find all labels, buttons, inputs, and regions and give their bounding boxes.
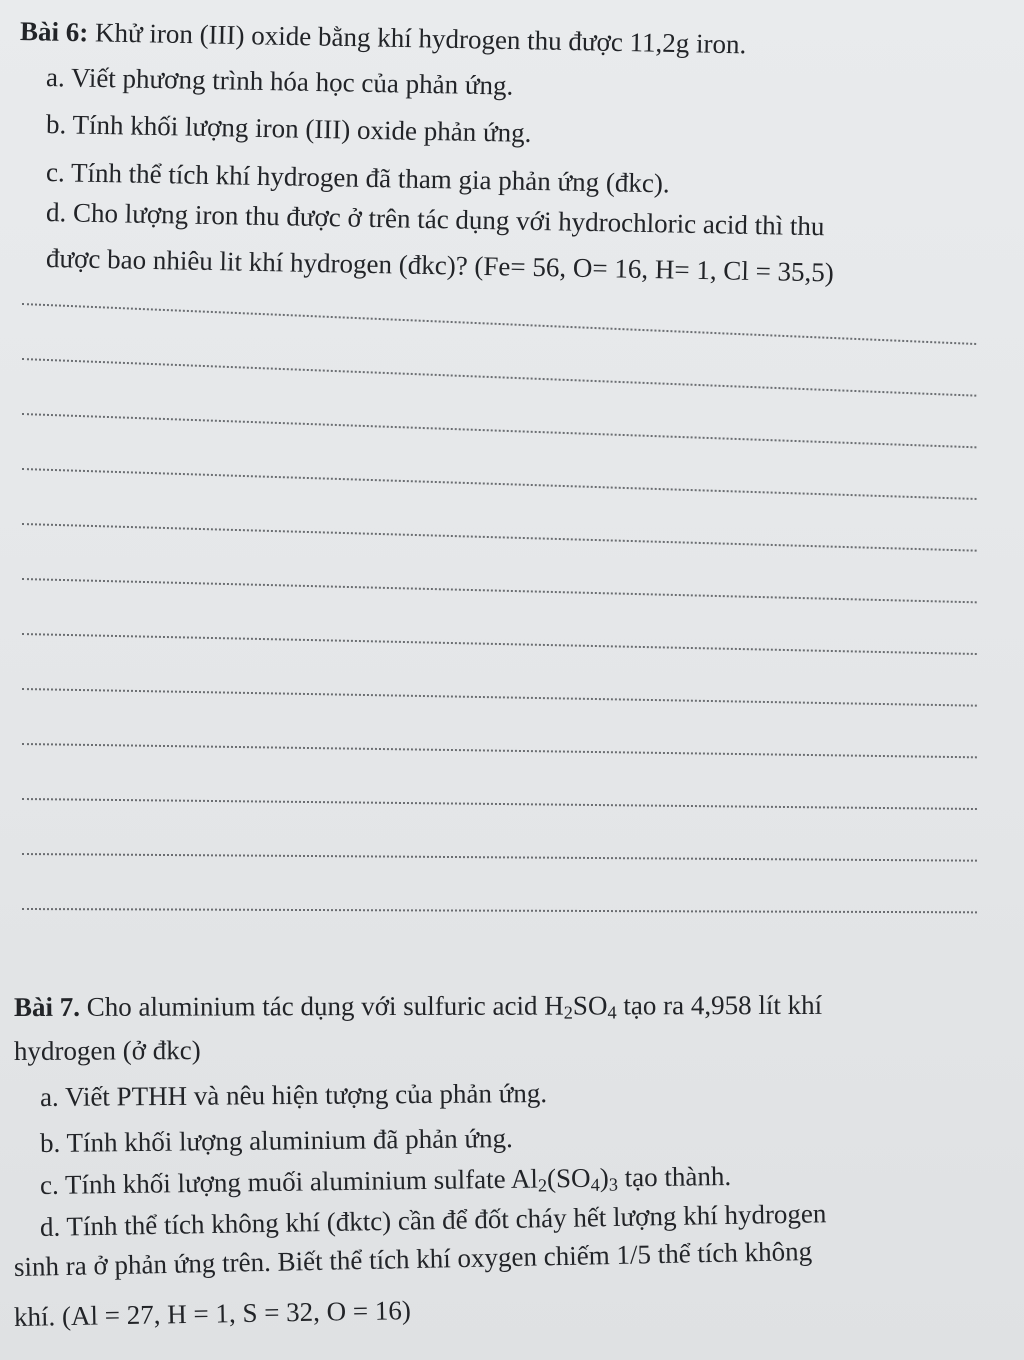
answer-line <box>22 468 977 500</box>
answer-line <box>22 798 977 810</box>
problem7-intro: Cho aluminium tác dụng với sulfuric acid $H_2SO_4$ tạo ra 4,958 lít khí <box>86 989 823 1023</box>
problem6-heading: Bài 6: <box>19 16 89 48</box>
answer-line <box>22 743 977 758</box>
problem7-item-d-line2: sinh ra ở phản ứng trên. Biết thể tích khí oxygen chiếm 1/5 thể tích không <box>13 1235 813 1282</box>
problem7-item-c: c. Tính khối lượng muối aluminium sulfate $Al_2(SO_4)_3$ tạo thành. <box>39 1160 732 1200</box>
problem7-heading: Bài 7. <box>13 991 81 1022</box>
answer-line <box>22 578 977 603</box>
answer-line <box>22 413 976 448</box>
problem7-item-a: a. Viết PTHH và nêu hiện tượng của phản ứng. <box>39 1078 548 1112</box>
answer-line <box>22 853 977 862</box>
problem7-item-b: b. Tính khối lượng aluminium đã phản ứng. <box>39 1123 513 1158</box>
problem6-item-c: c. Tính thể tích khí hydrogen đã tham gia phản ứng (đkc). <box>45 157 670 199</box>
problem6-item-b: b. Tính khối lượng iron (III) oxide phản ứng. <box>45 109 532 148</box>
problem7-intro-line2: hydrogen (ở đkc) <box>13 1035 201 1066</box>
problem7-item-d-line3: khí. (Al = 27, H = 1, S = 32, O = 16) <box>13 1295 412 1332</box>
answer-line <box>22 303 976 345</box>
answer-line <box>22 688 977 707</box>
answer-line <box>22 908 977 913</box>
problem7-item-d-line1: d. Tính thể tích không khí (đktc) cần để đốt cháy hết lượng khí hydrogen <box>39 1198 827 1242</box>
answer-line <box>22 633 977 655</box>
answer-line <box>22 523 977 552</box>
problem6-item-d: d. Cho lượng iron thu được ở trên tác dụng với hydrochloric acid thì thu <box>45 197 825 242</box>
problem6-item-a: a. Viết phương trình hóa học của phản ứng. <box>45 62 514 101</box>
problem6-intro: Khử iron (III) oxide bằng khí hydrogen thu được 11,2g iron. <box>94 17 747 60</box>
problem7-title-line <box>14 988 822 1024</box>
problem6-title-line <box>20 14 747 61</box>
answer-line <box>22 358 976 397</box>
problem6-item-d-continuation: được bao nhiêu lit khí hydrogen (đkc)? (Fe= 56, O= 16, H= 1, Cl = 35,5) <box>45 243 835 288</box>
